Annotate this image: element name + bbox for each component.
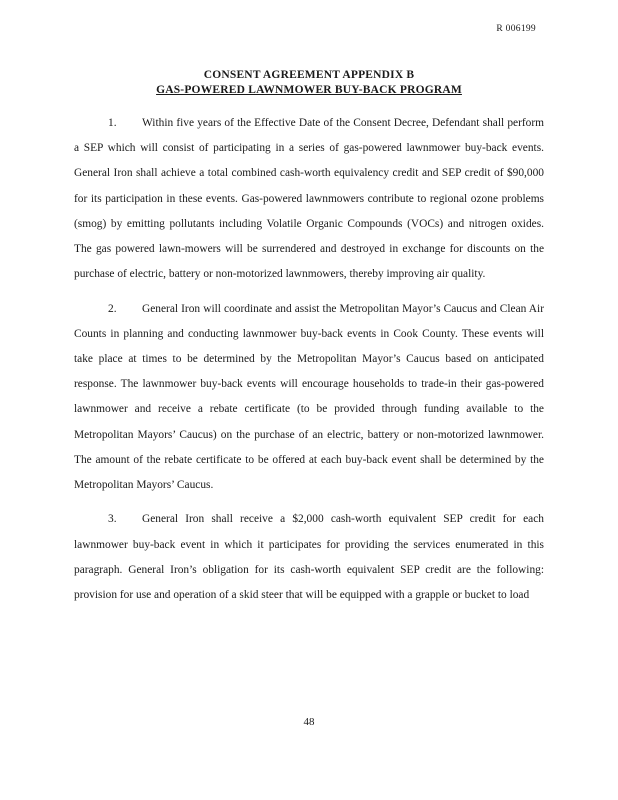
document-body	[74, 111, 544, 617]
paragraph-number: 1.	[108, 117, 117, 129]
heading-title: CONSENT AGREEMENT APPENDIX B	[203, 69, 415, 81]
bates-number: R 006199	[496, 24, 536, 34]
paragraph-3	[74, 507, 544, 608]
page-number: 48	[303, 716, 315, 728]
paragraph-1	[74, 111, 544, 287]
paragraph-text: Within five years of the Effective Date of the Consent Decree, Defendant shall perform a SEP which will consist of participating in a series of gas-powered lawnmower buy-back events. General Iron shall achieve a total combined cash-worth equivalency credit and SEP credit of $90,000 for its participation in these events. Gas-powered lawnmowers contribute to regional ozone problems (smog) by emitting pollutants including Volatile Organic Compounds (VOCs) and nitrogen oxides. The gas powered lawn-mowers will be surrendered and destroyed in exchange for discounts on the purchase of electric, battery or non-motorized lawnmowers, thereby improving air quality.	[74, 117, 544, 281]
paragraph-number: 2.	[108, 302, 117, 315]
paragraph-number: 3.	[108, 513, 117, 526]
paragraph-text: General Iron shall receive a $2,000 cash-worth equivalent SEP credit for each lawnmower buy-back event in which it participates for providing the services enumerated in this paragraph. General Iron’s obligation for its cash-worth equivalent SEP credit are the following: provision for use and operation of a skid steer that will be equipped with a grapple or bucket to load	[74, 513, 544, 602]
paragraph-2	[74, 297, 544, 499]
document-heading	[0, 68, 618, 98]
paragraph-text: General Iron will coordinate and assist the Metropolitan Mayor’s Caucus and Clean Air Counts in planning and conducting lawnmower buy-back events in Cook County. These events will take place at times to be determined by the Metropolitan Mayor’s Caucus based on anticipated response. The lawnmower buy-back events will encourage households to trade-in their gas-powered lawnmower and receive a rebate certificate (to be provided through funding available to the Metropolitan Mayors’ Caucus) on the purchase of an electric, battery or non-motorized lawnmower. The amount of the rebate certificate to be offered at each buy-back event shall be determined by the Metropolitan Mayors’ Caucus.	[74, 302, 544, 492]
heading-subtitle: GAS-POWERED LAWNMOWER BUY-BACK PROGRAM	[156, 84, 462, 96]
